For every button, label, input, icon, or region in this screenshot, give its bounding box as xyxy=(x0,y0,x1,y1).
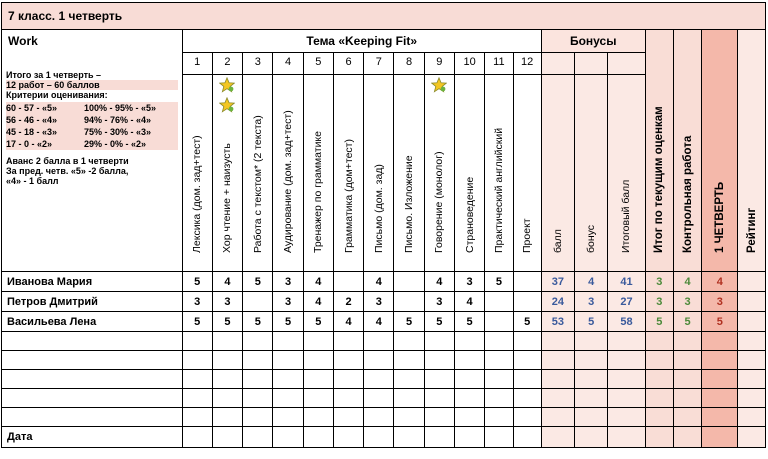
score-cell: 5 xyxy=(182,272,212,292)
empty-cell xyxy=(702,408,738,427)
criteria-cell: 75% - 30% - «3» xyxy=(84,127,152,137)
score-cell xyxy=(513,272,541,292)
empty-cell xyxy=(273,389,303,408)
score-cell: 3 xyxy=(212,292,242,312)
date-cell xyxy=(673,427,701,448)
date-cell xyxy=(303,427,333,448)
student-row xyxy=(2,272,766,292)
task-name-cell xyxy=(182,75,212,272)
final-col-current: Итог по текущим оценкам xyxy=(645,30,673,272)
score-cell xyxy=(485,312,513,332)
task-name-cell xyxy=(243,75,273,272)
control-grade-cell: 4 xyxy=(673,272,701,292)
criteria-cell: 100% - 95% - «5» xyxy=(84,103,157,113)
empty-cell xyxy=(608,332,645,351)
empty-cell xyxy=(575,408,608,427)
empty-cell xyxy=(243,408,273,427)
empty-cell xyxy=(273,351,303,370)
empty-cell xyxy=(454,370,484,389)
empty-cell xyxy=(212,408,242,427)
empty-cell xyxy=(608,389,645,408)
task-name-cell xyxy=(513,75,541,272)
empty-cell xyxy=(182,351,212,370)
empty-cell xyxy=(424,332,454,351)
final-col-control: Контрольная работа xyxy=(673,30,701,272)
task-number: 3 xyxy=(243,53,273,75)
empty-cell xyxy=(608,370,645,389)
score-cell: 4 xyxy=(303,272,333,292)
empty-cell xyxy=(333,389,363,408)
date-cell xyxy=(702,427,738,448)
empty-cell xyxy=(424,370,454,389)
task-name: Работа с текстом* (2 текста) xyxy=(251,115,264,253)
info-total-1: Итого за 1 четверть – xyxy=(6,70,102,80)
criteria-cell: 94% - 76% - «4» xyxy=(84,115,152,125)
empty-cell xyxy=(303,408,333,427)
score-cell: 3 xyxy=(364,292,394,312)
score-cell xyxy=(485,292,513,312)
rating-cell xyxy=(738,312,766,332)
criteria-cell: 17 - 0 - «2» xyxy=(6,139,53,149)
quarter-grade-cell: 3 xyxy=(702,292,738,312)
empty-cell xyxy=(424,351,454,370)
task-name: Лексика (дом. зад+тест) xyxy=(191,135,204,253)
score-cell: 3 xyxy=(182,292,212,312)
task-name-cell xyxy=(273,75,303,272)
date-cell xyxy=(738,427,766,448)
date-cell xyxy=(645,427,673,448)
task-name: Страноведение xyxy=(463,176,476,253)
itog-cell: 27 xyxy=(608,292,645,312)
empty-cell xyxy=(394,332,424,351)
quarter-grade-cell: 4 xyxy=(702,272,738,292)
empty-cell xyxy=(702,351,738,370)
empty-cell xyxy=(513,408,541,427)
ball-cell: 53 xyxy=(541,312,574,332)
empty-cell xyxy=(273,408,303,427)
task-number: 7 xyxy=(364,53,394,75)
empty-cell xyxy=(608,408,645,427)
empty-cell xyxy=(2,389,183,408)
bonus-col-1 xyxy=(575,75,608,272)
empty-cell xyxy=(541,351,574,370)
empty-cell xyxy=(673,370,701,389)
empty-cell xyxy=(485,389,513,408)
task-name: Говорение (монолог) xyxy=(433,151,446,253)
date-cell xyxy=(575,427,608,448)
task-name-cell xyxy=(333,75,363,272)
score-cell: 4 xyxy=(364,312,394,332)
date-label: Дата xyxy=(2,427,183,448)
bonus-cell: 4 xyxy=(575,272,608,292)
empty-cell xyxy=(702,389,738,408)
empty-cell xyxy=(303,389,333,408)
empty-cell xyxy=(541,408,574,427)
task-number: 4 xyxy=(273,53,303,75)
date-cell xyxy=(364,427,394,448)
score-cell: 5 xyxy=(485,272,513,292)
task-name-cell xyxy=(303,75,333,272)
task-name: Аудирование (дом. зад+тест) xyxy=(282,110,295,253)
empty-row xyxy=(2,351,766,370)
control-grade-cell: 3 xyxy=(673,292,701,312)
task-number: 1 xyxy=(182,53,212,75)
empty-cell xyxy=(513,332,541,351)
score-cell: 5 xyxy=(424,312,454,332)
date-cell xyxy=(541,427,574,448)
score-cell: 4 xyxy=(424,272,454,292)
quarter-grade-cell: 5 xyxy=(702,312,738,332)
empty-cell xyxy=(424,408,454,427)
date-cell xyxy=(424,427,454,448)
itog-cell: 41 xyxy=(608,272,645,292)
empty-cell xyxy=(182,370,212,389)
empty-cell xyxy=(212,351,242,370)
score-cell: 3 xyxy=(273,292,303,312)
empty-cell xyxy=(738,332,766,351)
date-cell xyxy=(212,427,242,448)
current-grade-cell: 3 xyxy=(645,272,673,292)
score-cell: 2 xyxy=(333,292,363,312)
empty-cell xyxy=(575,351,608,370)
criteria-cell: 29% - 0% - «2» xyxy=(84,139,147,149)
empty-cell xyxy=(243,389,273,408)
empty-row xyxy=(2,389,766,408)
score-cell xyxy=(333,272,363,292)
empty-cell xyxy=(333,351,363,370)
score-cell: 5 xyxy=(454,312,484,332)
empty-cell xyxy=(485,351,513,370)
empty-cell xyxy=(243,351,273,370)
itog-cell: 58 xyxy=(608,312,645,332)
date-cell xyxy=(454,427,484,448)
bonus-blank xyxy=(575,53,608,75)
info-advance-1: Аванс 2 балла в 1 четверти xyxy=(6,156,129,166)
bonus-col-2 xyxy=(608,75,645,272)
bonus-blank xyxy=(541,53,574,75)
empty-cell xyxy=(182,408,212,427)
empty-cell xyxy=(394,370,424,389)
empty-cell xyxy=(303,351,333,370)
score-cell xyxy=(513,292,541,312)
empty-cell xyxy=(2,351,183,370)
score-cell: 5 xyxy=(513,312,541,332)
empty-cell xyxy=(485,370,513,389)
empty-cell xyxy=(645,389,673,408)
rating-cell xyxy=(738,272,766,292)
grade-table xyxy=(1,2,766,448)
student-name: Васильева Лена xyxy=(2,312,183,332)
empty-cell xyxy=(454,408,484,427)
empty-cell xyxy=(364,332,394,351)
empty-row xyxy=(2,370,766,389)
bonus-cell: 3 xyxy=(575,292,608,312)
empty-cell xyxy=(485,332,513,351)
empty-cell xyxy=(182,389,212,408)
empty-cell xyxy=(645,351,673,370)
score-cell xyxy=(394,272,424,292)
date-cell xyxy=(513,427,541,448)
score-cell: 4 xyxy=(454,292,484,312)
empty-cell xyxy=(541,332,574,351)
score-cell: 3 xyxy=(454,272,484,292)
task-number: 2 xyxy=(212,53,242,75)
task-number: 11 xyxy=(485,53,513,75)
student-row xyxy=(2,312,766,332)
criteria-grid xyxy=(6,102,178,150)
task-name: Грамматика (дом+тест) xyxy=(342,139,355,253)
bonus-col-label: Итоговый балл xyxy=(620,179,633,253)
criteria-info xyxy=(2,30,183,272)
task-name-cell xyxy=(454,75,484,272)
empty-cell xyxy=(273,332,303,351)
empty-cell xyxy=(243,370,273,389)
date-row xyxy=(2,427,766,448)
task-number: 5 xyxy=(303,53,333,75)
rating-cell xyxy=(738,292,766,312)
score-cell: 5 xyxy=(303,312,333,332)
bonus-blank xyxy=(608,53,645,75)
score-cell: 5 xyxy=(212,312,242,332)
task-name-cell xyxy=(364,75,394,272)
empty-cell xyxy=(702,370,738,389)
date-cell xyxy=(243,427,273,448)
score-cell: 5 xyxy=(394,312,424,332)
bonus-col-0 xyxy=(541,75,574,272)
task-number: 8 xyxy=(394,53,424,75)
info-advance-2: За пред. четв. «5» -2 балла, xyxy=(6,166,129,176)
empty-cell xyxy=(608,351,645,370)
empty-cell xyxy=(273,370,303,389)
score-cell: 5 xyxy=(182,312,212,332)
bonus-cell: 5 xyxy=(575,312,608,332)
score-cell xyxy=(243,292,273,312)
empty-cell xyxy=(364,370,394,389)
star-icon xyxy=(219,97,235,113)
task-name-cell xyxy=(212,75,242,272)
task-number: 12 xyxy=(513,53,541,75)
date-cell xyxy=(608,427,645,448)
score-cell: 5 xyxy=(273,312,303,332)
current-grade-cell: 3 xyxy=(645,292,673,312)
control-grade-cell: 5 xyxy=(673,312,701,332)
empty-cell xyxy=(364,389,394,408)
student-name: Петров Дмитрий xyxy=(2,292,183,312)
empty-cell xyxy=(333,332,363,351)
empty-cell xyxy=(738,389,766,408)
score-cell: 3 xyxy=(424,292,454,312)
criteria-cell: 56 - 46 - «4» xyxy=(6,115,58,125)
date-cell xyxy=(182,427,212,448)
criteria-cell: 45 - 18 - «3» xyxy=(6,127,58,137)
empty-cell xyxy=(333,408,363,427)
info-criteria: Критерии оценивания: xyxy=(6,90,108,100)
empty-cell xyxy=(673,408,701,427)
empty-row xyxy=(2,332,766,351)
final-col-quarter: 1 ЧЕТВЕРТЬ xyxy=(702,30,738,272)
date-cell xyxy=(485,427,513,448)
bonus-col-label: балл xyxy=(551,229,564,253)
task-number: 9 xyxy=(424,53,454,75)
score-cell: 4 xyxy=(212,272,242,292)
score-cell: 4 xyxy=(333,312,363,332)
empty-cell xyxy=(364,408,394,427)
empty-cell xyxy=(2,332,183,351)
empty-cell xyxy=(673,332,701,351)
date-cell xyxy=(333,427,363,448)
empty-cell xyxy=(333,370,363,389)
empty-cell xyxy=(738,351,766,370)
student-name: Иванова Мария xyxy=(2,272,183,292)
empty-cell xyxy=(454,389,484,408)
task-name: Тренажер по грамматике xyxy=(312,131,325,253)
date-cell xyxy=(273,427,303,448)
empty-cell xyxy=(243,332,273,351)
bonus-col-label: бонус xyxy=(585,224,598,253)
score-cell: 4 xyxy=(303,292,333,312)
empty-cell xyxy=(424,389,454,408)
empty-cell xyxy=(575,332,608,351)
ball-cell: 37 xyxy=(541,272,574,292)
star-icon xyxy=(219,77,235,93)
ball-cell: 24 xyxy=(541,292,574,312)
task-name: Письмо (дом. зад) xyxy=(372,164,385,253)
empty-row xyxy=(2,408,766,427)
empty-cell xyxy=(454,351,484,370)
page-title: 7 класс. 1 четверть xyxy=(2,3,766,30)
empty-cell xyxy=(394,351,424,370)
task-name-cell xyxy=(424,75,454,272)
criteria-cell: 60 - 57 - «5» xyxy=(6,103,58,113)
empty-cell xyxy=(645,332,673,351)
empty-cell xyxy=(394,389,424,408)
final-col-rating: Рейтинг xyxy=(738,30,766,272)
score-cell xyxy=(394,292,424,312)
task-name: Письмо. Изложение xyxy=(403,155,416,253)
date-cell xyxy=(394,427,424,448)
empty-cell xyxy=(212,389,242,408)
score-cell: 3 xyxy=(273,272,303,292)
empty-cell xyxy=(702,332,738,351)
empty-cell xyxy=(541,370,574,389)
empty-cell xyxy=(513,389,541,408)
empty-cell xyxy=(212,332,242,351)
empty-cell xyxy=(575,389,608,408)
empty-cell xyxy=(303,332,333,351)
task-name-cell xyxy=(485,75,513,272)
empty-cell xyxy=(182,332,212,351)
empty-cell xyxy=(738,408,766,427)
empty-cell xyxy=(645,408,673,427)
empty-cell xyxy=(2,370,183,389)
task-name: Проект xyxy=(521,218,534,253)
task-number: 10 xyxy=(454,53,484,75)
info-advance-3: «4» - 1 балл xyxy=(6,176,59,186)
score-cell: 5 xyxy=(243,312,273,332)
empty-cell xyxy=(303,370,333,389)
empty-cell xyxy=(212,370,242,389)
empty-cell xyxy=(394,408,424,427)
empty-cell xyxy=(575,370,608,389)
star-icon xyxy=(431,77,447,93)
theme-header: Тема «Keeping Fit» xyxy=(182,30,541,53)
task-name: Практический английский xyxy=(492,127,505,253)
task-name-cell xyxy=(394,75,424,272)
student-row xyxy=(2,292,766,312)
empty-cell xyxy=(364,351,394,370)
score-cell: 5 xyxy=(243,272,273,292)
empty-cell xyxy=(454,332,484,351)
current-grade-cell: 5 xyxy=(645,312,673,332)
bonus-header: Бонусы xyxy=(541,30,645,53)
empty-cell xyxy=(513,351,541,370)
work-label: Work xyxy=(8,34,38,48)
empty-cell xyxy=(673,351,701,370)
empty-cell xyxy=(485,408,513,427)
empty-cell xyxy=(738,370,766,389)
empty-cell xyxy=(645,370,673,389)
empty-cell xyxy=(2,408,183,427)
empty-cell xyxy=(673,389,701,408)
task-name: Хор чтение + наизусть xyxy=(221,143,234,253)
empty-cell xyxy=(541,389,574,408)
empty-cell xyxy=(513,370,541,389)
task-number: 6 xyxy=(333,53,363,75)
score-cell: 4 xyxy=(364,272,394,292)
info-total-2: 12 работ – 60 баллов xyxy=(6,80,178,90)
